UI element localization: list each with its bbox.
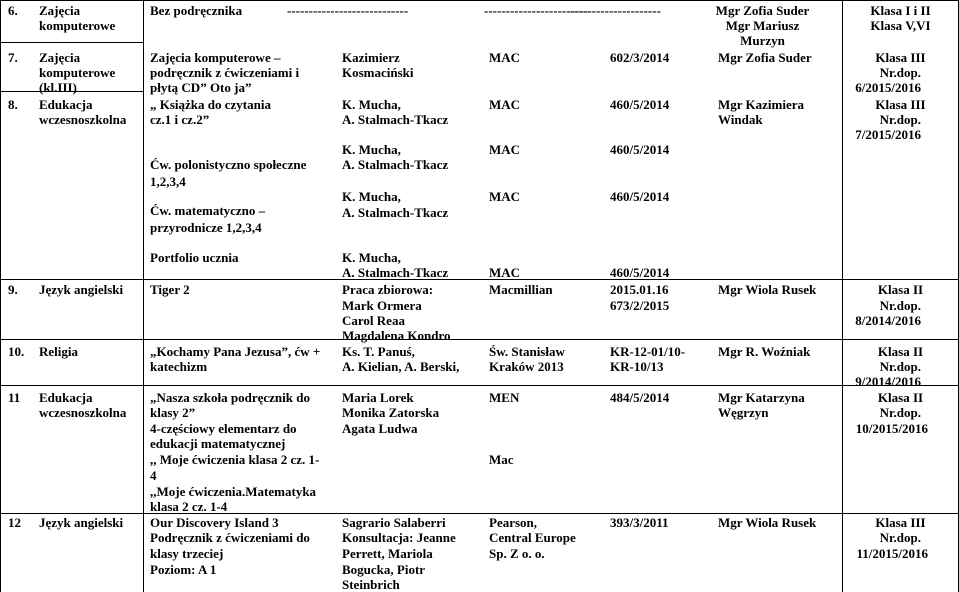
class-line: 11/2015/2016 [856, 546, 928, 561]
approval-number-line: 2015.01.16 [610, 282, 669, 297]
number-dash: --------------------- [570, 3, 661, 18]
subject: Religia [39, 344, 78, 359]
class-line: 10/2015/2016 [855, 421, 928, 436]
publisher: MAC [489, 265, 521, 280]
publisher: MAC [489, 97, 521, 112]
book-title-line: Ćw. polonistyczno społeczne [150, 157, 307, 172]
class-line: 6/2015/2016 [855, 80, 921, 95]
approval-number: 460/5/2014 [610, 97, 670, 112]
book-title-line: Portfolio ucznia [150, 250, 239, 265]
book-title-line: Poziom: A 1 [150, 562, 217, 577]
author-line: K. Mucha, [342, 97, 401, 112]
col-divider [143, 0, 144, 592]
row-number: 6. [8, 3, 18, 18]
class-line: Klasa II [877, 282, 924, 297]
teacher-line: Węgrzyn [718, 405, 769, 420]
book-title-line: ,, Moje ćwiczenia klasa 2 cz. 1- [150, 452, 320, 467]
class-line: 7/2015/2016 [855, 127, 921, 142]
publisher: MAC [489, 189, 521, 204]
subject-line: Zajęcia [39, 50, 81, 65]
author-line: Sagrario Salaberri [342, 515, 446, 530]
row-number: 11 [8, 390, 21, 405]
subject: Język angielski [39, 515, 124, 530]
class-line: Nr.dop. [879, 298, 921, 313]
author-line: Kazimierz [342, 50, 400, 65]
class-line: 8/2014/2016 [855, 313, 921, 328]
book-title-line: klasy 2” [150, 405, 196, 420]
class-line: Klasa I i II [870, 3, 931, 18]
author-line: Mark Ormera [342, 298, 422, 313]
teacher-line: Mgr Katarzyna [718, 390, 805, 405]
row-number: 8. [8, 97, 18, 112]
publisher-line: Mac [489, 452, 514, 467]
author-line: Monika Zatorska [342, 405, 440, 420]
book-title-line: edukacji matematycznej [150, 436, 286, 451]
book-title-line: Our Discovery Island 3 [150, 515, 279, 530]
author-line: A. Stalmach-Tkacz [342, 157, 449, 172]
teacher-line: Mgr Zofia Suder [715, 3, 810, 18]
book-title-line: Zajęcia komputerowe – [150, 50, 281, 65]
author-line: A. Stalmach-Tkacz [342, 112, 449, 127]
author-line: K. Mucha, [342, 142, 401, 157]
subject-line: (kl.III) [39, 80, 77, 95]
book-title-line: ,,Moje ćwiczenia.Matematyka [150, 484, 317, 499]
teacher: Mgr R. Woźniak [718, 344, 811, 359]
author-line: A. Stalmach-Tkacz [342, 265, 449, 280]
teacher-line: Mgr Kazimiera [718, 97, 805, 112]
subject-line: komputerowe [39, 65, 116, 80]
book-title-line: 4-częściowy elementarz do [150, 421, 297, 436]
author-dash: ---------------------------- [287, 3, 409, 18]
row-number: 12 [8, 515, 21, 530]
class-line: Nr.dop. [879, 112, 921, 127]
publisher-line: Sp. Z o. o. [489, 546, 545, 561]
teacher-line: Murzyn [740, 33, 785, 48]
publisher: MAC [489, 142, 521, 157]
col-divider [0, 0, 1, 592]
subject-line: wczesnoszkolna [39, 405, 127, 420]
approval-number-line: KR-12-01/10- [610, 344, 686, 359]
book-title-line: przyrodnicze 1,2,3,4 [150, 220, 262, 235]
book-title-line: 1,2,3,4 [150, 174, 186, 189]
approval-number: 602/3/2014 [610, 50, 670, 65]
class-line: Klasa III [875, 515, 926, 530]
teacher: Mgr Wiola Rusek [718, 515, 817, 530]
book-title: Bez podręcznika [150, 3, 243, 18]
author-line: Maria Lorek [342, 390, 414, 405]
class-line: Klasa II [877, 390, 924, 405]
subject-line: Zajęcia [39, 3, 81, 18]
subject-line: Edukacja [39, 97, 93, 112]
book-title-line: cz.1 i cz.2” [150, 112, 210, 127]
publisher-line: Św. Stanisław [489, 344, 565, 359]
approval-number-line: KR-10/13 [610, 359, 664, 374]
book-title-line: klasa 2 cz. 1-4 [150, 499, 228, 514]
col-divider [842, 0, 843, 592]
book-title-line: Podręcznik z ćwiczeniami do [150, 530, 310, 545]
book-title-line: płytą CD” Oto ja” [150, 80, 252, 95]
author-line: A. Kielian, A. Berski, [342, 359, 460, 374]
subject: Język angielski [39, 282, 124, 297]
row-divider [0, 42, 143, 43]
class-line: Klasa III [875, 50, 926, 65]
publisher: Macmillian [489, 282, 553, 297]
approval-number-line: 673/2/2015 [610, 298, 670, 313]
class-line: Klasa II [877, 344, 924, 359]
author-line: K. Mucha, [342, 189, 401, 204]
author-line: Ks. T. Panuś, [342, 344, 415, 359]
author-line: Bogucka, Piotr [342, 562, 426, 577]
book-title-line: klasy trzeciej [150, 546, 224, 561]
author-line: Carol Reaa [342, 313, 405, 328]
publisher-line: Pearson, [489, 515, 538, 530]
author-line: Agata Ludwa [342, 421, 418, 436]
approval-number: 393/3/2011 [610, 515, 669, 530]
author-line: K. Mucha, [342, 250, 401, 265]
book-title-line: „Nasza szkoła podręcznik do [150, 390, 310, 405]
class-line: Nr.dop. [879, 405, 921, 420]
row-number: 7. [8, 50, 18, 65]
book-title: Tiger 2 [150, 282, 190, 297]
book-title-line: „ Książka do czytania [150, 97, 271, 112]
author-line: Kosmaciński [342, 65, 414, 80]
subject-line: komputerowe [39, 18, 116, 33]
approval-number: 460/5/2014 [610, 265, 670, 280]
class-line: 9/2014/2016 [855, 374, 921, 389]
class-line: Nr.dop. [879, 65, 921, 80]
author-line: Perrett, Mariola [342, 546, 433, 561]
teacher-line: Mgr Mariusz [725, 18, 800, 33]
publisher-line: Kraków 2013 [489, 359, 564, 374]
publisher-dash: ------------------------ [484, 3, 588, 18]
teacher: Mgr Wiola Rusek [718, 282, 817, 297]
class-line: Klasa V,VI [870, 18, 931, 33]
teacher-line: Windak [718, 112, 763, 127]
subject-line: wczesnoszkolna [39, 112, 127, 127]
class-line: Klasa III [875, 97, 926, 112]
book-title-line: katechizm [150, 359, 208, 374]
author-line: Steinbrich [342, 577, 400, 592]
class-line: Nr.dop. [879, 530, 921, 545]
subject-line: Edukacja [39, 390, 93, 405]
teacher: Mgr Zofia Suder [718, 50, 812, 65]
author-line: Konsultacja: Jeanne [342, 530, 456, 545]
approval-number: 484/5/2014 [610, 390, 670, 405]
book-title-line: „Kochamy Pana Jezusa”, ćw + [150, 344, 321, 359]
row-number: 10. [8, 344, 25, 359]
book-title-line: Ćw. matematyczno – [150, 203, 266, 218]
author-line: A. Stalmach-Tkacz [342, 205, 449, 220]
row-number: 9. [8, 282, 18, 297]
publisher-line: Central Europe [489, 530, 576, 545]
author-line: Praca zbiorowa: [342, 282, 434, 297]
book-title-line: 4 [150, 468, 157, 483]
approval-number: 460/5/2014 [610, 142, 670, 157]
publisher-line: MEN [489, 390, 520, 405]
book-title-line: podręcznik z ćwiczeniami i [150, 65, 300, 80]
publisher: MAC [489, 50, 521, 65]
class-line: Nr.dop. [879, 359, 921, 374]
author-line: Magdalena Kondro [342, 328, 451, 343]
approval-number: 460/5/2014 [610, 189, 670, 204]
